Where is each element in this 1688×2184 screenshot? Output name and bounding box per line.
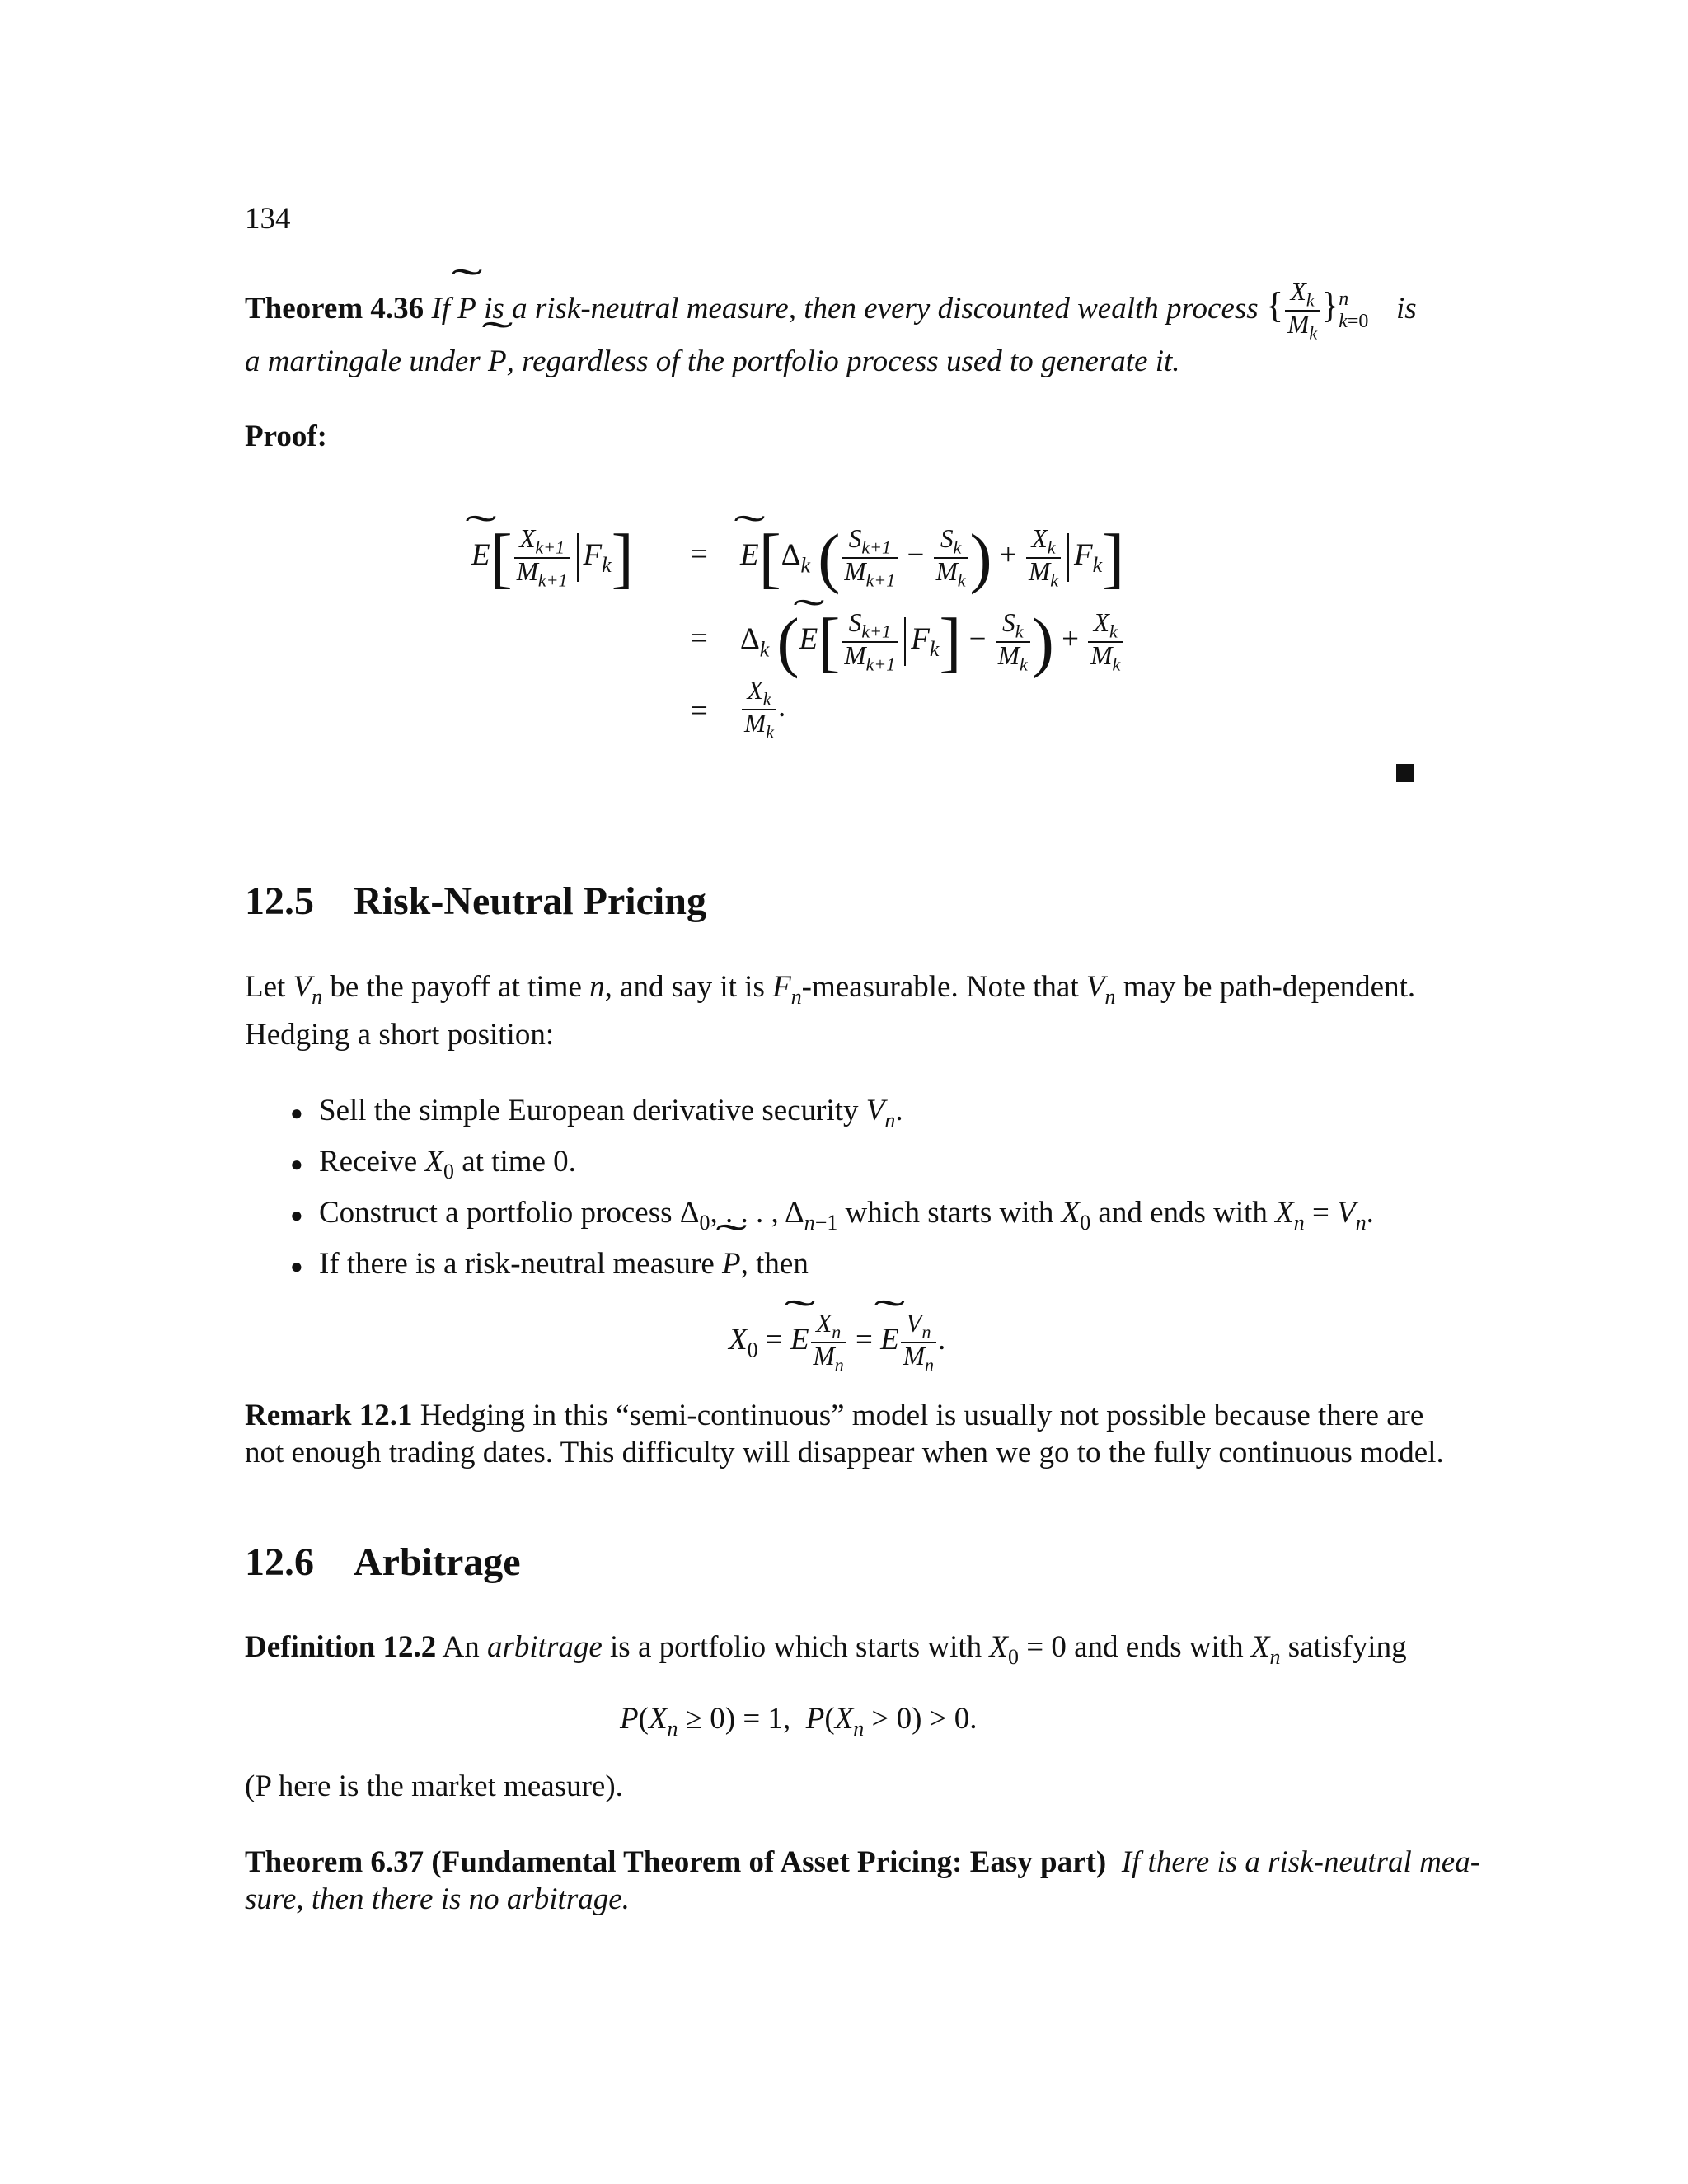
wealth-process-math: { $\frac{X_k}{M_k}$ } n k=0 (1266, 277, 1369, 344)
bullet-dot: ● (290, 1152, 303, 1176)
text: -measurable. Note that (801, 970, 1079, 1004)
list-item: Construct a portfolio process $\Delta_0$, . . . , $\Delta_{n-1}$ which starts with $X_0$ and ends with $X_n = V_n$. (319, 1196, 1374, 1235)
section-title: Risk-Neutral Pricing (354, 879, 706, 923)
proof-eq-line3: $\frac{X_k}{M_k}$ . (740, 677, 785, 741)
section-number: 12.5 (245, 879, 314, 923)
theorem-text: If (431, 292, 451, 326)
definition-12-2: Definition 12.2 An arbitrage is a portfolio which starts with $X_0 = 0$ and ends with $X_n$ satisfying (245, 1630, 1407, 1670)
theorem-text: , regardless of the portfolio process used to generate it. (506, 344, 1180, 378)
definition-label: Definition 12.2 (245, 1630, 437, 1664)
remark-label: Remark 12.1 (245, 1399, 413, 1432)
text: is a portfolio which starts with (610, 1630, 982, 1664)
section-heading-12-5 (245, 877, 706, 926)
list-item: If there is a risk-neutral measure ˜ P, then (319, 1245, 809, 1283)
math-p-tilde: ˜ P (457, 290, 476, 328)
remark-12-1-line1 (245, 1397, 1423, 1435)
text: may be path-dependent. (1123, 970, 1416, 1004)
text: . (895, 1094, 903, 1127)
theorem-label: Theorem 4.36 (245, 292, 424, 326)
text: satisfying (1287, 1630, 1407, 1664)
theorem-text: If there is a risk-neutral mea- (1121, 1845, 1481, 1879)
text: and ends with (1098, 1196, 1268, 1230)
list-item: Sell the simple European derivative security $V_n$. (319, 1094, 903, 1133)
text: which starts with (845, 1196, 1054, 1230)
theorem-6-37-line1 (245, 1844, 1480, 1882)
text: Sell the simple European derivative security (319, 1094, 859, 1127)
section-number: 12.6 (245, 1540, 314, 1584)
proof-eq-line1: ˜ $E[\Delta_k$ ( $\frac{S_{k+1}}{M_{k+1}}$ − $\frac{S_k}{M_k}$ ) + $\frac{X_k}{M_k}$ $F_k$] (740, 524, 1124, 591)
theorem-4-36-line1 (245, 290, 1259, 328)
pricing-paragraph-line1: Let $V_n$ be the payoff at time n, and say it is $F_n$-measurable. Note that $V_n$ may be path-dependent. (245, 970, 1416, 1010)
theorem-text: a martingale under (245, 344, 481, 378)
text: at time 0. (462, 1145, 576, 1179)
text: arbitrage (486, 1630, 603, 1664)
proof-eq-line2: $\Delta_k$ (˜ E[ $\frac{S_{k+1}}{M_{k+1}}$ $F_k$] − $\frac{S_k}{M_k}$ ) + $\frac{X_k}{M_k}$ (740, 608, 1124, 675)
text: An (442, 1630, 480, 1664)
equals-sign: = (691, 621, 708, 655)
page-number: 134 (245, 202, 291, 236)
text: Let (245, 970, 286, 1004)
theorem-label: Theorem 6.37 (Fundamental Theorem of Asset Pricing: Easy part) (245, 1845, 1107, 1879)
proof-eq-lhs: ˜ E[ $\frac{X_{k+1}}{M_{k+1}}$ $F_k$] (471, 524, 634, 591)
bullet-dot: ● (290, 1203, 303, 1227)
theorem-text-is: is (1396, 292, 1417, 326)
list-item: Receive $X_0$ at time 0. (319, 1145, 576, 1184)
text: , then (740, 1247, 809, 1281)
remark-12-1-line2: not enough trading dates. This difficulty will disappear when we go to the fully continuous model. (245, 1436, 1444, 1469)
market-note: (P here is the market measure). (245, 1769, 623, 1803)
pricing-formula: $X_0$ = ˜ E $\frac{X_n}{M_n}$ = ˜ E $\frac{V_n}{M_n}$ . (729, 1310, 945, 1374)
theorem-4-36-line2 (245, 343, 1180, 381)
equals-sign: = (691, 694, 708, 728)
text: Construct a portfolio process (319, 1196, 673, 1230)
text: , and say it is (604, 970, 765, 1004)
remark-text: Hedging in this “semi-continuous” model is usually not possible because there are (420, 1399, 1424, 1432)
proof-label: Proof: (245, 419, 327, 453)
arbitrage-formula: $P(X_n \ge 0) = 1$, $P(X_n > 0) > 0$. (620, 1702, 978, 1741)
equals-sign: = (691, 537, 708, 571)
bullet-dot: ● (290, 1101, 303, 1125)
text: If there is a risk-neutral measure (319, 1247, 715, 1281)
section-heading-12-6 (245, 1538, 521, 1587)
bullet-dot: ● (290, 1254, 303, 1278)
text: Receive (319, 1145, 418, 1179)
theorem-6-37-line2: sure, then there is no arbitrage. (245, 1882, 630, 1916)
text: be the payoff at time (330, 970, 582, 1004)
section-title: Arbitrage (354, 1540, 521, 1584)
text: and ends with (1074, 1630, 1244, 1664)
theorem-text: is a risk-neutral measure, then every discounted wealth process (484, 292, 1259, 326)
pricing-paragraph-line2: Hedging a short position: (245, 1018, 555, 1052)
qed-square (1396, 764, 1414, 782)
math-p-tilde: ˜ P (488, 343, 507, 381)
